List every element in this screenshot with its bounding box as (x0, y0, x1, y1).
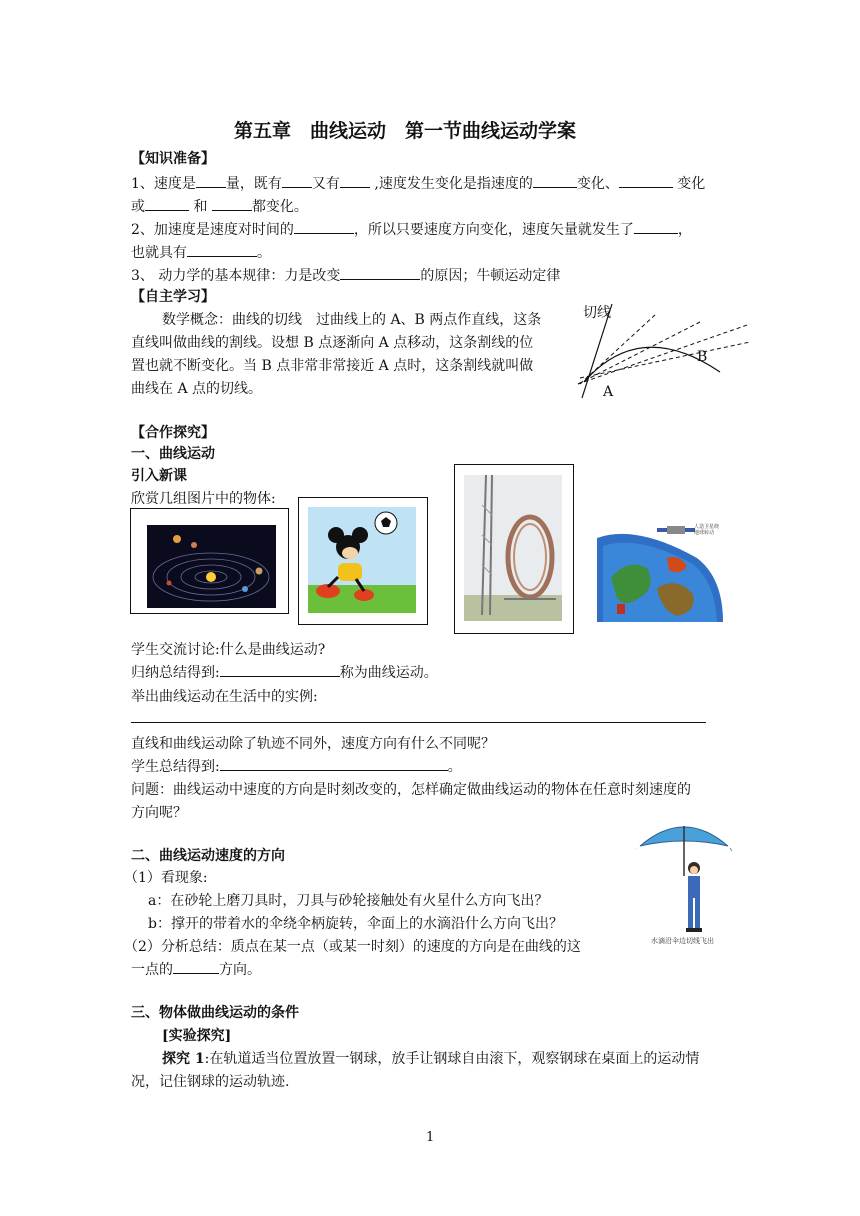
answer-line[interactable] (131, 722, 706, 723)
observe-label: （1）看现象: (124, 870, 208, 886)
mickey-football-image (308, 507, 416, 613)
section-heading-direction: 二、曲线运动速度的方向 (131, 848, 285, 864)
fill-blank[interactable] (282, 173, 312, 188)
subheading-curve-motion: 一、曲线运动 (131, 446, 215, 462)
text: 一点的 (131, 962, 173, 978)
text: 3、 动力学的基本规律：力是改变 (131, 268, 341, 284)
text: ,速度发生变化是指速度的 (369, 176, 533, 192)
text: ， (677, 222, 692, 238)
satellite-caption: 人造卫星绕地球转动 (694, 524, 720, 536)
fill-blank[interactable] (212, 196, 252, 211)
text: 又有 (311, 176, 340, 192)
prep-line-5 (131, 265, 560, 287)
summary-line (131, 662, 438, 684)
point-b-label: B (697, 349, 708, 365)
tangent-label: 切线 (583, 305, 611, 321)
discussion-question: 学生交流讨论:什么是曲线运动? (131, 642, 326, 658)
prep-line-2 (131, 196, 308, 218)
fill-blank[interactable] (220, 756, 448, 771)
student-summary (131, 756, 462, 778)
fill-blank[interactable] (634, 219, 678, 234)
observe-a: a：在砂轮上磨刀具时，刀具与砂轮接触处有火星什么方向飞出？ (148, 893, 549, 909)
problem-line-1: 问题：曲线运动中速度的方向是时刻改变的，怎样确定做曲线运动的物体在任意时刻速度的 (131, 782, 691, 798)
section-heading-coop: 【合作探究】 (131, 425, 215, 441)
explore-line-2: 况，记住钢球的运动轨迹. (131, 1074, 290, 1090)
section-heading-prep: 【知识准备】 (131, 151, 215, 167)
analysis-line: （2）分析总结：质点在某一点（或某一时刻）的速度的方向是在曲线的这 (124, 939, 581, 955)
text: 2、加速度是速度对时间的 (131, 222, 294, 238)
text: 称为曲线运动。 (339, 665, 438, 681)
text: 变化 (672, 176, 706, 192)
fill-blank[interactable] (340, 265, 420, 280)
prep-line-3 (131, 219, 692, 241)
fill-blank[interactable] (533, 173, 577, 188)
fill-blank[interactable] (173, 959, 219, 974)
subheading-intro: 引入新课 (131, 468, 187, 484)
intro-text: 欣赏几组图片中的物体: (131, 491, 276, 507)
umbrella-caption: 水滴沿伞边切线飞出 (651, 937, 714, 945)
fill-blank[interactable] (294, 219, 354, 234)
prep-line-4 (131, 242, 271, 264)
section-heading-condition: 三、物体做曲线运动的条件 (131, 1005, 299, 1021)
text: 。 (257, 245, 271, 261)
text: 和 (189, 199, 212, 215)
fill-blank[interactable] (145, 196, 189, 211)
roller-coaster-image (464, 475, 562, 621)
experiment-label: [实验探究] (162, 1028, 232, 1044)
self-para-1: 数学概念：曲线的切线 过曲线上的 A、B 两点作直线，这条 (162, 312, 542, 328)
prep-line-1 (131, 173, 705, 195)
solar-system-image (147, 525, 276, 608)
text: 量，既有 (225, 176, 282, 192)
fill-blank[interactable] (187, 242, 257, 257)
fill-blank[interactable] (220, 662, 340, 677)
explore-line-1 (162, 1048, 699, 1070)
text: 变化、 (576, 176, 619, 192)
text: 的原因；牛顿运动定律 (420, 268, 561, 284)
point-a-label: A (603, 384, 614, 400)
text: 归纳总结得到: (131, 665, 220, 681)
text: :在轨道适当位置放置一钢球，放手让钢球自由滚下，观察钢球在桌面上的运动情 (204, 1051, 700, 1067)
fill-blank[interactable] (340, 173, 370, 188)
page-number: 1 (426, 1130, 435, 1145)
fill-blank[interactable] (619, 173, 673, 188)
observe-b: b：撑开的带着水的伞绕伞柄旋转，伞面上的水滴沿什么方向飞出？ (148, 916, 563, 932)
text: 学生总结得到: (131, 759, 220, 775)
page-title: 第五章 曲线运动 第一节曲线运动学案 (234, 120, 577, 142)
self-para-2: 直线叫做曲线的割线。设想 B 点逐渐向 A 点移动，这条割线的位 (131, 335, 534, 351)
examples-prompt: 举出曲线运动在生活中的实例: (131, 689, 318, 705)
self-para-4: 曲线在 A 点的切线。 (131, 381, 263, 397)
analysis-line-2 (131, 959, 261, 981)
fill-blank[interactable] (196, 173, 226, 188)
problem-line-2: 方向呢？ (131, 805, 187, 821)
text: 1、速度是 (131, 176, 196, 192)
section-heading-self: 【自主学习】 (131, 289, 215, 305)
text: 方向。 (219, 962, 261, 978)
text: ，所以只要速度方向变化，速度矢量就发生了 (353, 222, 634, 238)
text: 也就具有 (131, 245, 187, 261)
text: 或 (131, 199, 145, 215)
explore-title: 探究 1 (162, 1051, 205, 1067)
velocity-question: 直线和曲线运动除了轨迹不同外，速度方向有什么不同呢？ (131, 736, 495, 752)
umbrella-image (636, 814, 732, 944)
text: 。 (447, 759, 462, 775)
text: 都变化。 (251, 199, 308, 215)
self-para-3: 置也就不断变化。当 B 点非常非常接近 A 点时，这条割线就叫做 (131, 358, 534, 374)
